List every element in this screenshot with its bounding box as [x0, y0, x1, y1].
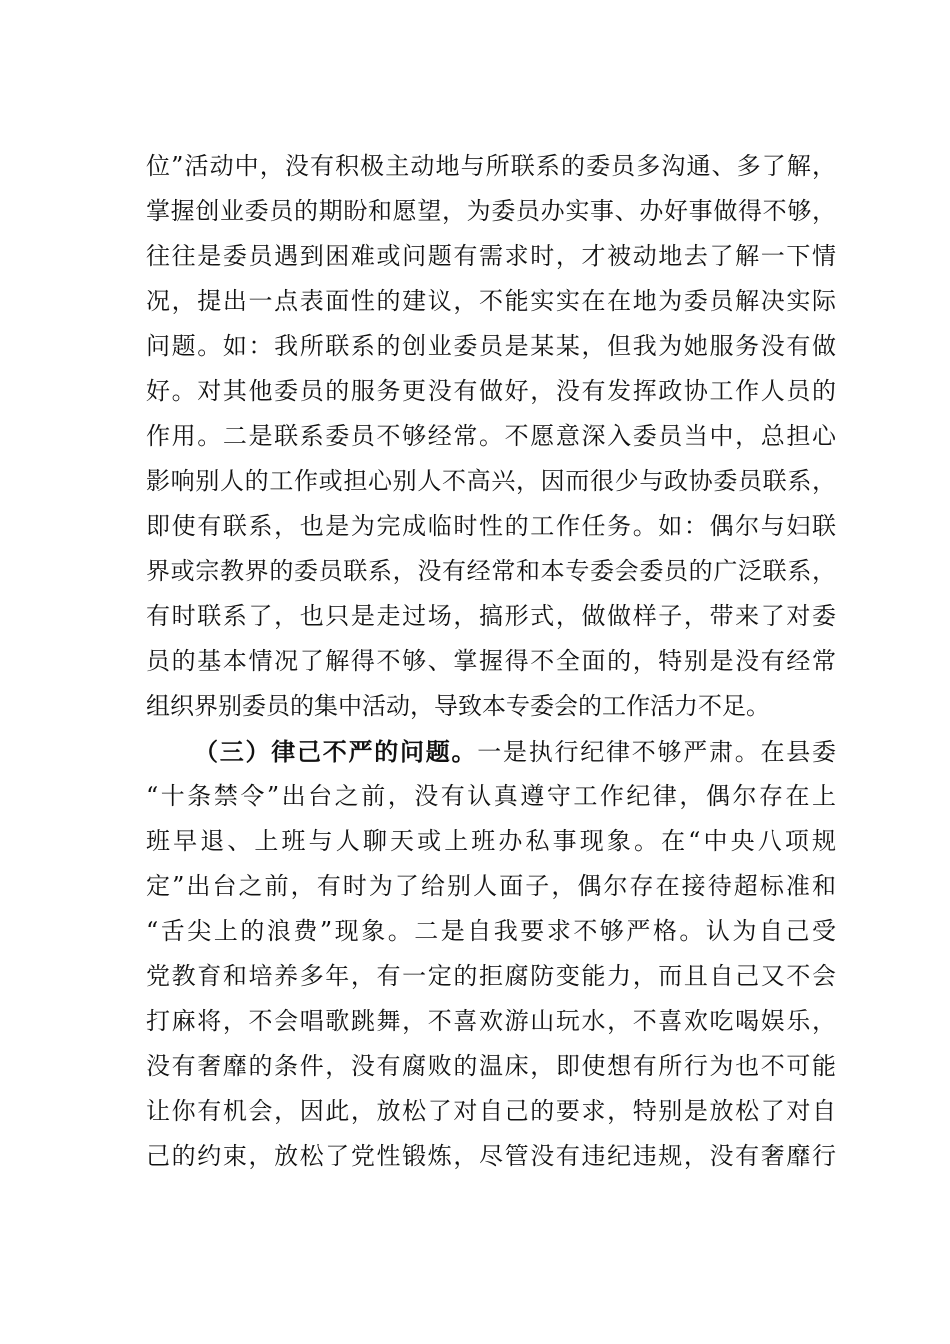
- text-line-last: 组织界别委员的集中活动，导致本专委会的工作活力不足。: [146, 692, 770, 720]
- paragraph-2: [146, 729, 836, 1179]
- text-line: “舌尖上的浪费”现象。二是自我要求不够严格。认为自己受: [146, 917, 836, 945]
- text-line: 打麻将，不会唱歌跳舞，不喜欢游山玩水，不喜欢吃喝娱乐，: [146, 1007, 836, 1035]
- text-line: 掌握创业委员的期盼和愿望，为委员办实事、办好事做得不够，: [146, 197, 836, 225]
- text-line: 作用。二是联系委员不够经常。不愿意深入委员当中，总担心: [146, 422, 836, 450]
- text-line: 没有奢靡的条件，没有腐败的温床，即使想有所行为也不可能: [146, 1052, 836, 1080]
- text-line: 问题。如：我所联系的创业委员是某某，但我为她服务没有做: [146, 332, 836, 360]
- text-line: 往往是委员遇到困难或问题有需求时，才被动地去了解一下情: [146, 242, 836, 270]
- text-line: 有时联系了，也只是走过场，搞形式，做做样子，带来了对委: [146, 602, 836, 630]
- section-heading: （三）律己不严的问题。: [194, 737, 478, 766]
- text-line: 党教育和培养多年，有一定的拒腐防变能力，而且自己又不会: [146, 962, 836, 990]
- text-line: 界或宗教界的委员联系，没有经常和本专委会委员的广泛联系，: [146, 557, 836, 585]
- text-line: 位”活动中，没有积极主动地与所联系的委员多沟通、多了解，: [146, 152, 836, 180]
- text-line: 好。对其他委员的服务更没有做好，没有发挥政协工作人员的: [146, 377, 836, 405]
- text-line: “十条禁令”出台之前，没有认真遵守工作纪律，偶尔存在上: [146, 782, 836, 810]
- text-line: 即使有联系，也是为完成临时性的工作任务。如：偶尔与妇联: [146, 512, 836, 540]
- body-text: [146, 144, 836, 1179]
- text-line: 影响别人的工作或担心别人不高兴，因而很少与政协委员联系，: [146, 467, 836, 495]
- first-line-text: 一是执行纪律不够严肃。在县委: [477, 738, 836, 766]
- paragraph-1: [146, 144, 836, 729]
- text-line: 班早退、上班与人聊天或上班办私事现象。在“中央八项规: [146, 827, 836, 855]
- text-line: 让你有机会，因此，放松了对自己的要求，特别是放松了对自: [146, 1097, 836, 1125]
- text-line: 己的约束，放松了党性锻炼，尽管没有违纪违规，没有奢靡行: [146, 1142, 836, 1170]
- text-line: 定”出台之前，有时为了给别人面子，偶尔存在接待超标准和: [146, 872, 836, 900]
- paragraph-2-first-line: [146, 729, 836, 774]
- text-line: 况，提出一点表面性的建议，不能实实在在地为委员解决实际: [146, 287, 836, 315]
- text-line: 员的基本情况了解得不够、掌握得不全面的，特别是没有经常: [146, 647, 836, 675]
